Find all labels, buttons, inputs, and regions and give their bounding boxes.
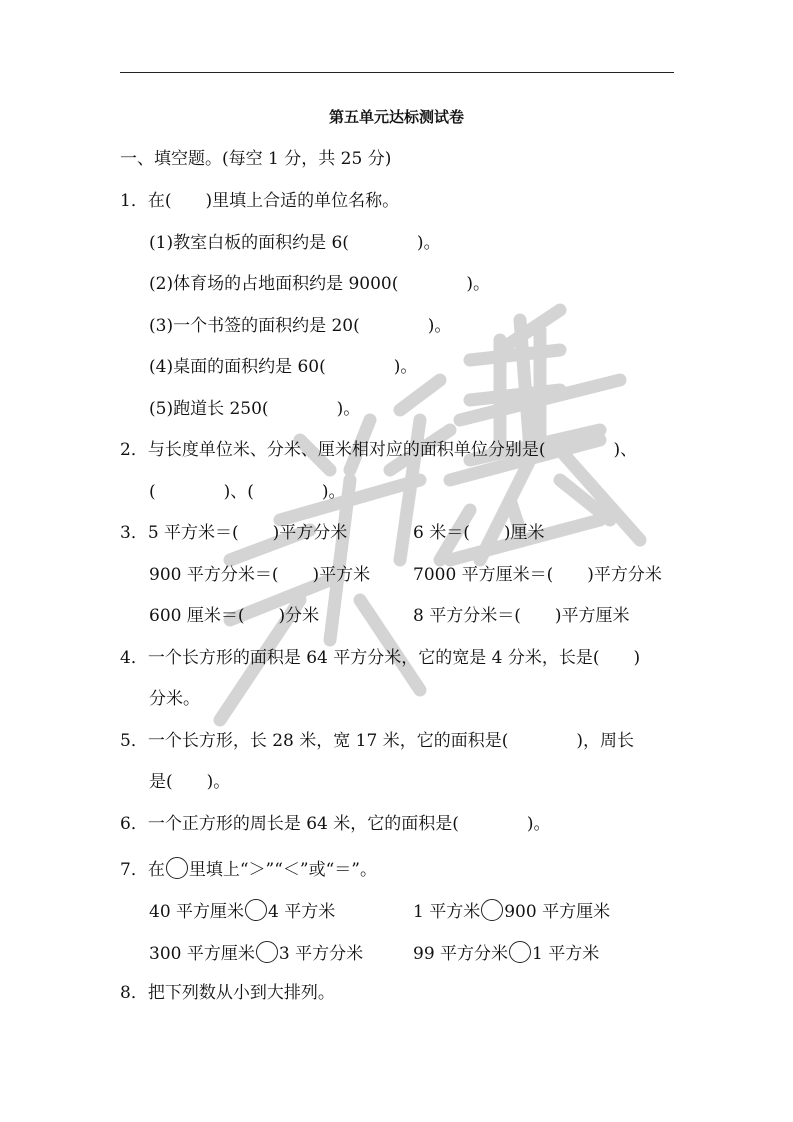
section-heading: 一、填空题。(每空 1 分，共 25 分) (120, 149, 392, 169)
compare-right: 4 平方米 (268, 902, 336, 922)
compare-circle-blank[interactable] (245, 899, 267, 921)
question-2-continued: ( )、( )。 (149, 482, 346, 502)
question-7-text: 7．在 (120, 860, 165, 880)
compare-left: 1 平方米 (413, 902, 481, 922)
question-3-item: 7000 平方厘米＝( )平方分米 (413, 565, 662, 585)
question-3: 3．5 平方米＝( )平方分米 (120, 523, 348, 543)
question-1: 1．在( )里填上合适的单位名称。 (120, 191, 400, 211)
question-1-item: (2)体育场的占地面积约是 9000( )。 (149, 274, 491, 294)
question-4: 4．一个长方形的面积是 64 平方分米，它的宽是 4 分米，长是( ) (120, 648, 641, 668)
question-1-item: (1)教室白板的面积约是 6( )。 (149, 233, 441, 253)
question-2: 2．与长度单位米、分米、厘米相对应的面积单位分别是( )、 (120, 440, 638, 460)
compare-item (149, 941, 363, 964)
question-4-continued: 分米。 (149, 689, 200, 709)
compare-item (413, 899, 610, 922)
question-5: 5．一个长方形，长 28 米，宽 17 米，它的面积是( )，周长 (120, 731, 634, 751)
compare-left: 99 平方分米 (413, 944, 509, 964)
header-rule (120, 72, 674, 73)
compare-right: 3 平方分米 (278, 944, 364, 964)
question-1-item: (5)跑道长 250( )。 (149, 399, 361, 419)
compare-circle-blank[interactable] (481, 899, 503, 921)
question-3-item: 8 平方分米＝( )平方厘米 (413, 606, 630, 626)
compare-right: 1 平方米 (532, 944, 600, 964)
compare-item (413, 941, 599, 964)
question-7 (120, 857, 377, 880)
question-8: 8．把下列数从小到大排列。 (120, 983, 335, 1003)
compare-item (149, 899, 335, 922)
page-title: 第五单元达标测试卷 (328, 108, 464, 126)
compare-right: 900 平方厘米 (504, 902, 611, 922)
compare-left: 300 平方厘米 (149, 944, 255, 964)
compare-circle-blank[interactable] (509, 941, 531, 963)
circle-blank-icon (166, 857, 188, 879)
compare-circle-blank[interactable] (256, 941, 278, 963)
question-6: 6．一个正方形的周长是 64 米，它的面积是( )。 (120, 814, 551, 834)
compare-left: 40 平方厘米 (149, 902, 245, 922)
question-7-text: 里填上“＞”“＜”或“＝”。 (188, 860, 377, 880)
question-5-continued: 是( )。 (149, 772, 231, 792)
question-3-item: 6 米＝( )厘米 (413, 523, 545, 543)
question-3-item: 900 平方分米＝( )平方米 (149, 565, 371, 585)
question-1-item: (4)桌面的面积约是 60( )。 (149, 357, 418, 377)
question-1-item: (3)一个书签的面积约是 20( )。 (149, 316, 452, 336)
question-3-item: 600 厘米＝( )分米 (149, 606, 320, 626)
